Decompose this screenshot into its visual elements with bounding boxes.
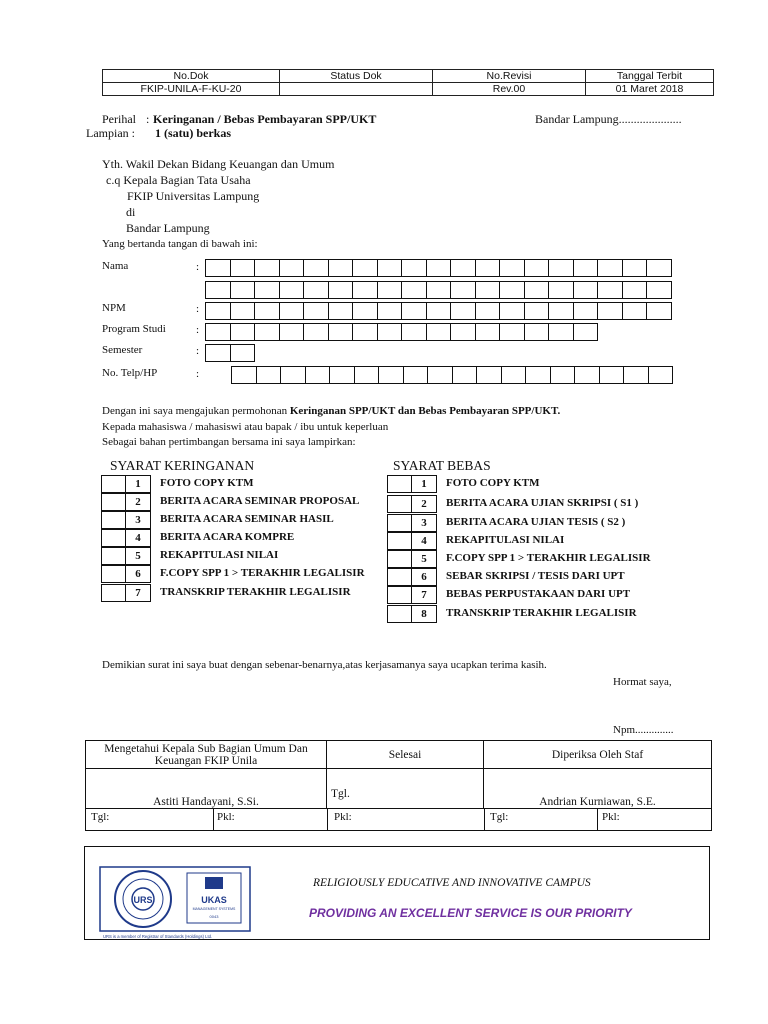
requirement-row — [387, 568, 625, 586]
letter-box[interactable] — [597, 281, 623, 299]
perihal-colon: : — [146, 112, 150, 126]
perihal-label: Perihal — [102, 112, 136, 126]
letter-box[interactable] — [352, 302, 378, 320]
letter-box[interactable] — [426, 259, 452, 277]
letter-box[interactable] — [329, 366, 355, 384]
requirement-label: REKAPITULASI NILAI — [446, 534, 565, 546]
letter-box[interactable] — [646, 281, 672, 299]
letter-box[interactable] — [426, 323, 452, 341]
npm-signature: Npm.............. — [613, 724, 674, 736]
requirement-checkbox[interactable] — [101, 565, 126, 583]
ukas-text: UKAS — [201, 895, 227, 905]
requirement-label: BERITA ACARA KOMPRE — [160, 531, 295, 543]
letter-box[interactable] — [230, 259, 256, 277]
letter-box[interactable] — [377, 259, 403, 277]
approval-col2-header: Selesai — [327, 741, 484, 769]
syarat-keringanan-title: SYARAT KERINGANAN — [110, 458, 255, 473]
letter-box[interactable] — [646, 302, 672, 320]
perihal-value: Keringanan / Bebas Pembayaran SPP/UKT — [153, 112, 377, 126]
letter-box[interactable] — [401, 323, 427, 341]
letter-box[interactable] — [623, 366, 649, 384]
nama-colon: : — [196, 261, 200, 273]
requirement-row — [387, 532, 564, 550]
letter-box[interactable] — [450, 281, 476, 299]
letter-box[interactable] — [279, 281, 305, 299]
requirement-row — [101, 547, 278, 565]
bottom-pkl-3: Pkl: — [602, 811, 620, 823]
letter-box[interactable] — [427, 366, 453, 384]
recipient-line-3: FKIP Universitas Lampung — [127, 189, 260, 203]
bottom-divider — [213, 809, 214, 830]
request-text — [102, 405, 560, 417]
requirement-number: 4 — [412, 532, 437, 550]
letter-box[interactable] — [403, 366, 429, 384]
intro-text: Yang bertanda tangan di bawah ini: — [102, 238, 258, 250]
requirement-number: 3 — [412, 514, 437, 532]
syarat-bebas-title: SYARAT BEBAS — [393, 458, 491, 473]
attachment-text: Sebagai bahan pertimbangan bersama ini saya lampirkan: — [102, 436, 356, 448]
letter-box[interactable] — [524, 323, 550, 341]
letter-box[interactable] — [205, 281, 231, 299]
requirement-number: 7 — [412, 586, 437, 604]
letter-box[interactable] — [328, 302, 354, 320]
prodi-label: Program Studi — [102, 323, 166, 335]
bottom-divider — [597, 809, 598, 830]
requirement-row — [387, 475, 540, 493]
letter-box[interactable] — [279, 259, 305, 277]
semester-label: Semester — [102, 344, 143, 356]
header-tanggal-terbit: Tanggal Terbit — [586, 70, 714, 83]
nama-boxes-row-1[interactable] — [206, 259, 672, 277]
letter-box[interactable] — [426, 302, 452, 320]
letter-box[interactable] — [648, 366, 674, 384]
requirement-label: BERITA ACARA SEMINAR HASIL — [160, 513, 334, 525]
ukas-sub: MANAGEMENT SYSTEMS — [192, 907, 236, 911]
requirement-number: 6 — [126, 565, 151, 583]
letter-box[interactable] — [499, 259, 525, 277]
requirement-number: 5 — [126, 547, 151, 565]
approval-table — [85, 740, 712, 809]
request-text-bold: Keringanan SPP/UKT dan Bebas Pembayaran SPP/UKT. — [289, 405, 561, 417]
letter-box[interactable] — [573, 302, 599, 320]
letter-box[interactable] — [254, 302, 280, 320]
requirement-number: 7 — [126, 584, 151, 602]
lampiran-label: Lampian : — [86, 126, 135, 140]
letter-box[interactable] — [254, 259, 280, 277]
letter-box[interactable] — [599, 366, 625, 384]
requirement-checkbox[interactable] — [101, 511, 126, 529]
nama-label: Nama — [102, 260, 129, 272]
letter-box[interactable] — [548, 259, 574, 277]
requirement-number: 4 — [126, 529, 151, 547]
request-text-plain: Dengan ini saya mengajukan permohonan — [102, 405, 290, 417]
requirement-label: BERITA ACARA SEMINAR PROPOSAL — [160, 495, 360, 507]
value-tanggal-terbit: 01 Maret 2018 — [586, 83, 714, 96]
ukas-num: 0043 — [209, 914, 219, 919]
letter-box[interactable] — [450, 259, 476, 277]
requirement-label: TRANSKRIP TERAKHIR LEGALISIR — [160, 586, 351, 598]
letter-box[interactable] — [501, 366, 527, 384]
prodi-colon: : — [196, 324, 200, 336]
letter-box[interactable] — [230, 302, 256, 320]
letter-box[interactable] — [499, 323, 525, 341]
hormat-saya: Hormat saya, — [613, 676, 672, 688]
letter-box[interactable] — [303, 302, 329, 320]
requirement-row — [101, 584, 351, 602]
letter-box[interactable] — [377, 302, 403, 320]
nama-boxes-row-2[interactable] — [206, 281, 672, 299]
requirement-number: 5 — [412, 550, 437, 568]
requirement-row — [101, 511, 334, 529]
requirement-number: 1 — [412, 475, 437, 493]
letter-box[interactable] — [548, 281, 574, 299]
letter-box[interactable] — [499, 281, 525, 299]
letter-box[interactable] — [205, 259, 231, 277]
requirement-row — [387, 586, 630, 604]
approval-col3-name: Andrian Kurniawan, S.E. — [484, 769, 712, 809]
letter-box[interactable] — [524, 281, 550, 299]
npm-boxes[interactable] — [206, 302, 672, 320]
requirement-checkbox[interactable] — [387, 532, 412, 550]
letter-box[interactable] — [328, 323, 354, 341]
requirement-checkbox[interactable] — [101, 547, 126, 565]
purpose-text: Kepada mahasiswa / mahasiswi atau bapak / ibu untuk keperluan — [102, 421, 389, 433]
letter-box[interactable] — [597, 302, 623, 320]
requirement-checkbox[interactable] — [101, 493, 126, 511]
tagline: RELIGIOUSLY EDUCATIVE AND INNOVATIVE CAMPUS — [313, 877, 591, 889]
slogan: PROVIDING AN EXCELLENT SERVICE IS OUR PRIORITY — [309, 906, 632, 920]
letter-box[interactable] — [352, 259, 378, 277]
letter-box[interactable] — [573, 323, 599, 341]
telp-boxes[interactable] — [232, 366, 673, 384]
requirement-label: TRANSKRIP TERAKHIR LEGALISIR — [446, 607, 637, 619]
letter-box[interactable] — [279, 323, 305, 341]
letter-box[interactable] — [450, 302, 476, 320]
letter-box[interactable] — [401, 259, 427, 277]
requirement-label: FOTO COPY KTM — [160, 477, 254, 489]
requirement-checkbox[interactable] — [101, 529, 126, 547]
letter-box[interactable] — [254, 281, 280, 299]
footer-box — [84, 846, 710, 940]
requirement-row — [387, 550, 651, 568]
requirement-checkbox[interactable] — [387, 495, 412, 513]
requirement-checkbox[interactable] — [387, 605, 412, 623]
letter-box[interactable] — [354, 366, 380, 384]
requirement-checkbox[interactable] — [387, 514, 412, 532]
document-info-table — [102, 69, 714, 96]
letter-box[interactable] — [426, 281, 452, 299]
letter-box[interactable] — [401, 281, 427, 299]
requirement-checkbox[interactable] — [387, 568, 412, 586]
closing-text: Demikian surat ini saya buat dengan sebenar-benarnya,atas kerjasamanya saya ucapkan terima kasih. — [102, 659, 547, 671]
letter-box[interactable] — [377, 281, 403, 299]
requirement-number: 3 — [126, 511, 151, 529]
requirement-label: F.COPY SPP 1 > TERAKHIR LEGALISIR — [160, 567, 365, 579]
requirement-number: 6 — [412, 568, 437, 586]
letter-box[interactable] — [573, 281, 599, 299]
recipient-line-1: Yth. Wakil Dekan Bidang Keuangan dan Umum — [102, 157, 335, 171]
letter-box[interactable] — [475, 323, 501, 341]
letter-box[interactable] — [475, 302, 501, 320]
bottom-pkl-2: Pkl: — [334, 811, 352, 823]
semester-colon: : — [196, 345, 200, 357]
requirement-label: FOTO COPY KTM — [446, 477, 540, 489]
letter-box[interactable] — [303, 281, 329, 299]
requirement-checkbox[interactable] — [387, 550, 412, 568]
bottom-pkl-1: Pkl: — [217, 811, 235, 823]
letter-box[interactable] — [597, 259, 623, 277]
letter-box[interactable] — [452, 366, 478, 384]
letter-box[interactable] — [231, 366, 257, 384]
letter-box[interactable] — [328, 281, 354, 299]
letter-box[interactable] — [256, 366, 282, 384]
letter-box[interactable] — [303, 323, 329, 341]
letter-box[interactable] — [574, 366, 600, 384]
bottom-divider — [327, 809, 328, 830]
npm-colon: : — [196, 303, 200, 315]
letter-box[interactable] — [524, 302, 550, 320]
approval-col1-header: Mengetahui Kepala Sub Bagian Umum Dan Keuangan FKIP Unila — [86, 741, 327, 769]
requirement-label: SEBAR SKRIPSI / TESIS DARI UPT — [446, 570, 625, 582]
letter-box[interactable] — [205, 302, 231, 320]
semester-boxes[interactable] — [206, 344, 255, 362]
value-no-revisi: Rev.00 — [433, 83, 586, 96]
requirement-checkbox[interactable] — [101, 475, 126, 493]
npm-label: NPM — [102, 302, 126, 314]
approval-bottom-row — [85, 809, 712, 831]
requirement-row — [101, 493, 359, 511]
requirement-row — [101, 475, 254, 493]
bottom-tgl-1: Tgl: — [91, 811, 110, 823]
place-date: Bandar Lampung..................... — [535, 112, 682, 126]
letter-box[interactable] — [524, 259, 550, 277]
letter-box[interactable] — [230, 281, 256, 299]
requirement-number: 1 — [126, 475, 151, 493]
value-status-dok — [280, 83, 433, 96]
letter-box[interactable] — [280, 366, 306, 384]
letter-box[interactable] — [646, 259, 672, 277]
letter-box[interactable] — [550, 366, 576, 384]
letter-box[interactable] — [205, 344, 231, 362]
requirement-number: 2 — [126, 493, 151, 511]
letter-box[interactable] — [205, 323, 231, 341]
requirement-row — [101, 529, 294, 547]
letter-box[interactable] — [303, 259, 329, 277]
approval-col2-tgl: Tgl. — [327, 769, 484, 809]
requirement-checkbox[interactable] — [101, 584, 126, 602]
letter-box[interactable] — [378, 366, 404, 384]
requirement-number: 2 — [412, 495, 437, 513]
letter-box[interactable] — [622, 259, 648, 277]
letter-box[interactable] — [622, 302, 648, 320]
letter-box[interactable] — [230, 323, 256, 341]
requirement-row — [101, 565, 365, 583]
letter-box[interactable] — [352, 281, 378, 299]
certification-logo — [99, 865, 255, 941]
requirement-label: BERITA ACARA UJIAN TESIS ( S2 ) — [446, 516, 626, 528]
approval-col1-name: Astiti Handayani, S.Si. — [86, 769, 327, 809]
requirement-label: F.COPY SPP 1 > TERAKHIR LEGALISIR — [446, 552, 651, 564]
letter-box[interactable] — [475, 259, 501, 277]
lampiran-value: 1 (satu) berkas — [155, 126, 232, 140]
recipient-line-4: di — [126, 205, 136, 219]
letter-box[interactable] — [475, 281, 501, 299]
requirement-number: 8 — [412, 605, 437, 623]
requirement-label: REKAPITULASI NILAI — [160, 549, 279, 561]
urs-text: URS — [133, 895, 153, 905]
approval-col3-header: Diperiksa Oleh Staf — [484, 741, 712, 769]
letter-box[interactable] — [499, 302, 525, 320]
bottom-tgl-2: Tgl: — [490, 811, 509, 823]
header-status-dok: Status Dok — [280, 70, 433, 83]
requirement-row — [387, 514, 625, 532]
letter-box[interactable] — [352, 323, 378, 341]
letter-box[interactable] — [377, 323, 403, 341]
requirement-row — [387, 605, 637, 623]
logo-caption: URS is a member of Registrar of Standards (Holdings) Ltd. — [103, 934, 213, 939]
urs-ukas-logo-icon — [99, 865, 255, 941]
recipient-line-5: Bandar Lampung — [126, 221, 210, 235]
bottom-divider — [484, 809, 485, 830]
letter-box[interactable] — [573, 259, 599, 277]
letter-box[interactable] — [525, 366, 551, 384]
letter-box[interactable] — [548, 302, 574, 320]
requirement-label: BEBAS PERPUSTAKAAN DARI UPT — [446, 588, 631, 600]
requirement-checkbox[interactable] — [387, 586, 412, 604]
letter-box[interactable] — [230, 344, 256, 362]
letter-box[interactable] — [328, 259, 354, 277]
letter-box[interactable] — [279, 302, 305, 320]
value-no-dok: FKIP-UNILA-F-KU-20 — [103, 83, 280, 96]
letter-box[interactable] — [305, 366, 331, 384]
prodi-boxes[interactable] — [206, 323, 598, 341]
letter-box[interactable] — [548, 323, 574, 341]
letter-box[interactable] — [401, 302, 427, 320]
telp-label: No. Telp/HP — [102, 367, 158, 379]
letter-box[interactable] — [622, 281, 648, 299]
letter-box[interactable] — [476, 366, 502, 384]
requirement-checkbox[interactable] — [387, 475, 412, 493]
letter-box[interactable] — [450, 323, 476, 341]
letter-box[interactable] — [254, 323, 280, 341]
header-no-revisi: No.Revisi — [433, 70, 586, 83]
telp-colon: : — [196, 368, 200, 380]
requirement-row — [387, 495, 638, 513]
requirement-label: BERITA ACARA UJIAN SKRIPSI ( S1 ) — [446, 497, 639, 509]
recipient-line-2: c.q Kepala Bagian Tata Usaha — [106, 173, 251, 187]
header-no-dok: No.Dok — [103, 70, 280, 83]
